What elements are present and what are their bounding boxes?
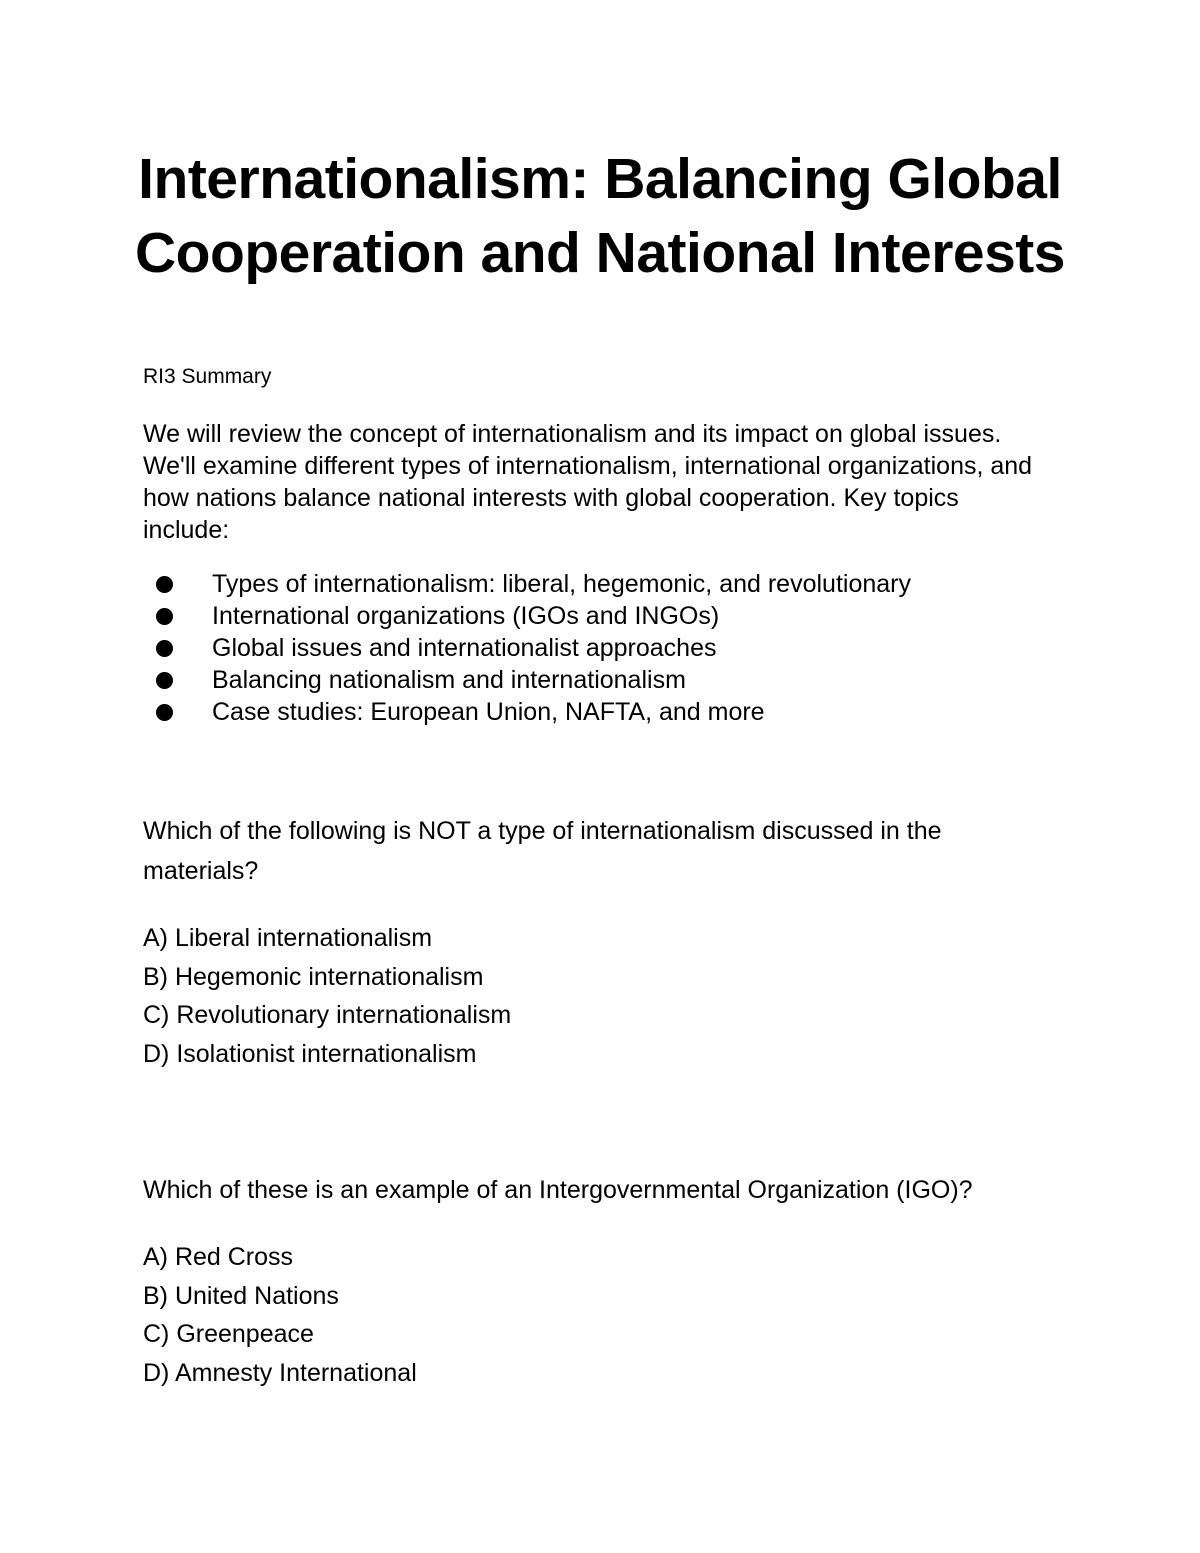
answer-option: D) Isolationist internationalism bbox=[143, 1040, 477, 1069]
question-1-options bbox=[143, 919, 1043, 1074]
question-1-text: Which of the following is NOT a type of internationalism discussed in the materials? bbox=[143, 817, 942, 885]
bullet-icon bbox=[156, 608, 173, 625]
topic-text: Balancing nationalism and internationalism bbox=[212, 666, 686, 694]
question-2-text: Which of these is an example of an Intergovernmental Organization (IGO)? bbox=[143, 1176, 973, 1204]
topic-item bbox=[143, 696, 1063, 728]
topic-text: Case studies: European Union, NAFTA, and more bbox=[212, 698, 765, 726]
answer-option: A) Red Cross bbox=[143, 1243, 294, 1271]
answer-option: D) Amnesty International bbox=[143, 1359, 417, 1388]
answer-option: C) Greenpeace bbox=[143, 1320, 314, 1349]
intro-paragraph: We will review the concept of internationalism and its impact on global issues. We'll examine different types of internationalism, international organizations, and how nations balance national interests with global cooperation. Key topics include: bbox=[143, 420, 1033, 544]
topic-item bbox=[143, 664, 1063, 696]
bullet-icon bbox=[156, 704, 173, 721]
answer-option: B) United Nations bbox=[143, 1281, 339, 1310]
bullet-icon bbox=[156, 576, 173, 593]
topic-text: International organizations (IGOs and INGOs) bbox=[212, 602, 720, 630]
topic-text: Types of internationalism: liberal, hegemonic, and revolutionary bbox=[212, 570, 911, 598]
topic-item bbox=[143, 600, 1063, 632]
bullet-icon bbox=[156, 672, 173, 689]
question-2-options bbox=[143, 1238, 1043, 1393]
document-title: Internationalism: Balancing Global Cooperation and National Interests bbox=[135, 147, 1065, 285]
answer-option: A) Liberal internationalism bbox=[143, 924, 433, 952]
document-subtitle: RI3 Summary bbox=[143, 365, 272, 388]
answer-option: B) Hegemonic internationalism bbox=[143, 962, 484, 991]
topic-item bbox=[143, 632, 1063, 664]
answer-option: C) Revolutionary internationalism bbox=[143, 1001, 512, 1030]
topic-text: Global issues and internationalist approaches bbox=[212, 634, 717, 662]
key-topics-list bbox=[143, 568, 1063, 728]
topic-item bbox=[143, 568, 1063, 600]
bullet-icon bbox=[156, 640, 173, 657]
